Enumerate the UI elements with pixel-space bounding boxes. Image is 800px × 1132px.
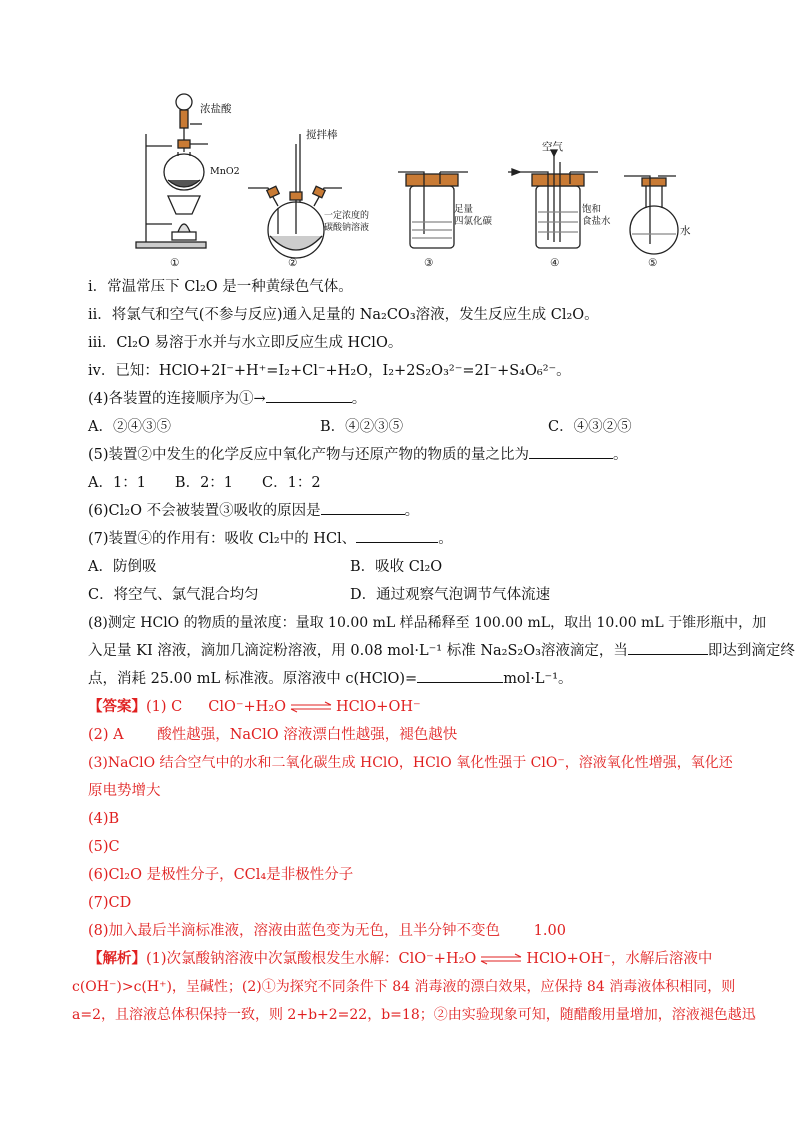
figure-number-1: ① — [170, 257, 180, 269]
label-na2co3-b: 碳酸钠溶液 — [324, 223, 370, 233]
q4-option-c: C．④③②⑤ — [548, 419, 632, 435]
answer-1: 【答案】(1) C ClO⁻+H₂O HClO+OH⁻ — [88, 698, 421, 715]
answer-7: (7)CD — [88, 895, 132, 911]
equilibrium-arrow-icon — [479, 953, 523, 965]
info-iv: iv．已知：HClO+2I⁻+H⁺=I₂+Cl⁻+H₂O，I₂+2S₂O₃²⁻=2I⁻+S₄O₆²⁻。 — [88, 363, 571, 379]
answer-4: (4)B — [88, 811, 120, 827]
q7-stem: (7)装置④的作用有：吸收 Cl₂中的 HCl、 。 — [88, 528, 453, 550]
q8-line-3: 点，消耗 25.00 mL 标准液。原溶液中 c(HClO)= mol·L⁻¹。 — [88, 668, 573, 690]
answer-3-line-1: (3)NaClO 结合空气中的水和二氧化碳生成 HClO，HClO 氧化性强于 ClO⁻，溶液氧化性增强，氧化还 — [88, 755, 733, 771]
q8-concentration-blank — [417, 668, 503, 683]
analysis-line-2: c(OH⁻)>c(H⁺)，呈碱性；(2)①为探究不同条件下 84 消毒液的漂白效果，应保持 84 消毒液体积相同，则 — [72, 979, 736, 995]
q6-stem: (6)Cl₂O 不会被装置③吸收的原因是 。 — [88, 500, 419, 522]
answer-tag: 【答案】 — [88, 698, 146, 715]
apparatus-5-water-flask — [624, 176, 678, 254]
answer-2: (2) A 酸性越强，NaClO 溶液漂白性越强，褪色越快 — [88, 727, 458, 743]
label-nacl-b: 食盐水 — [582, 216, 611, 227]
q4-option-b: B．④②③⑤ — [320, 419, 404, 435]
q5-stem: (5)装置②中发生的化学反应中氧化产物与还原产物的物质的量之比为 。 — [88, 444, 628, 466]
info-iii: iii．Cl₂O 易溶于水并与水立即反应生成 HClO。 — [88, 335, 403, 351]
label-conc-hcl: 浓盐酸 — [200, 103, 232, 115]
q4-option-a: A．②④③⑤ — [88, 419, 171, 435]
q6-answer-blank — [321, 500, 405, 515]
analysis-line-3: a=2，且溶液总体积保持一致，则 2+b+2=22，b=18；②由实验现象可知，随醋酸用量增加，溶液褪色越迅 — [72, 1007, 756, 1023]
apparatus-figure — [128, 84, 718, 270]
q8-line-1: (8)测定 HClO 的物质的量浓度：量取 10.00 mL 样品稀释至 100.00 mL，取出 10.00 mL 于锥形瓶中，加 — [88, 615, 767, 631]
analysis-tag: 【解析】 — [88, 950, 146, 967]
figure-number-5: ⑤ — [648, 257, 658, 269]
label-mno2: MnO2 — [210, 166, 240, 177]
label-na2co3-a: 一定浓度的 — [324, 211, 370, 221]
apparatus-1-gas-generator — [136, 94, 208, 248]
q8-endpoint-blank — [628, 640, 708, 655]
q8-line-2: 入足量 KI 溶液，滴加几滴淀粉溶液，用 0.08 mol·L⁻¹ 标准 Na₂S₂O₃溶液滴定，当 即达到滴定终 — [88, 640, 795, 662]
figure-number-3: ③ — [424, 257, 434, 269]
label-stir-rod: 搅拌棒 — [306, 129, 338, 141]
label-water: 水 — [680, 225, 691, 237]
q7-answer-blank — [356, 528, 438, 543]
answer-5: (5)C — [88, 839, 120, 855]
info-i: i．常温常压下 Cl₂O 是一种黄绿色气体。 — [88, 279, 353, 295]
analysis-line-1: 【解析】(1)次氯酸钠溶液中次氯酸根发生水解：ClO⁻+H₂O HClO+OH⁻，水解后溶液中 — [88, 950, 713, 967]
q5-answer-blank — [529, 444, 613, 459]
q7-option-a: A．防倒吸 — [88, 559, 157, 575]
apparatus-4-nacl-bottle — [508, 150, 598, 248]
q4-answer-blank — [266, 388, 352, 403]
label-ccl4-b: 四氯化碳 — [454, 216, 493, 227]
q5-options: A．1：1 B．2：1 C．1：2 — [88, 475, 321, 491]
q7-option-d: D．通过观察气泡调节气体流速 — [350, 587, 551, 603]
q7-option-c: C．将空气、氯气混合均匀 — [88, 587, 259, 603]
figure-number-2: ② — [288, 257, 298, 269]
answer-3-line-2: 原电势增大 — [88, 783, 161, 799]
label-nacl-a: 饱和 — [582, 204, 602, 215]
label-air: 空气 — [542, 141, 563, 153]
answer-8: (8)加入最后半滴标准液，溶液由蓝色变为无色，且半分钟不变色 1.00 — [88, 923, 566, 939]
apparatus-2-reaction-flask — [248, 134, 342, 258]
label-ccl4-a: 足量 — [454, 204, 474, 215]
figure-number-4: ④ — [550, 257, 560, 269]
q4-stem: (4)各装置的连接顺序为①→ 。 — [88, 388, 366, 410]
info-ii: ii．将氯气和空气(不参与反应)通入足量的 Na₂CO₃溶液，发生反应生成 Cl₂O。 — [88, 307, 599, 323]
answer-6: (6)Cl₂O 是极性分子，CCl₄是非极性分子 — [88, 867, 354, 883]
q7-option-b: B．吸收 Cl₂O — [350, 559, 443, 575]
equilibrium-arrow-icon — [289, 701, 333, 713]
